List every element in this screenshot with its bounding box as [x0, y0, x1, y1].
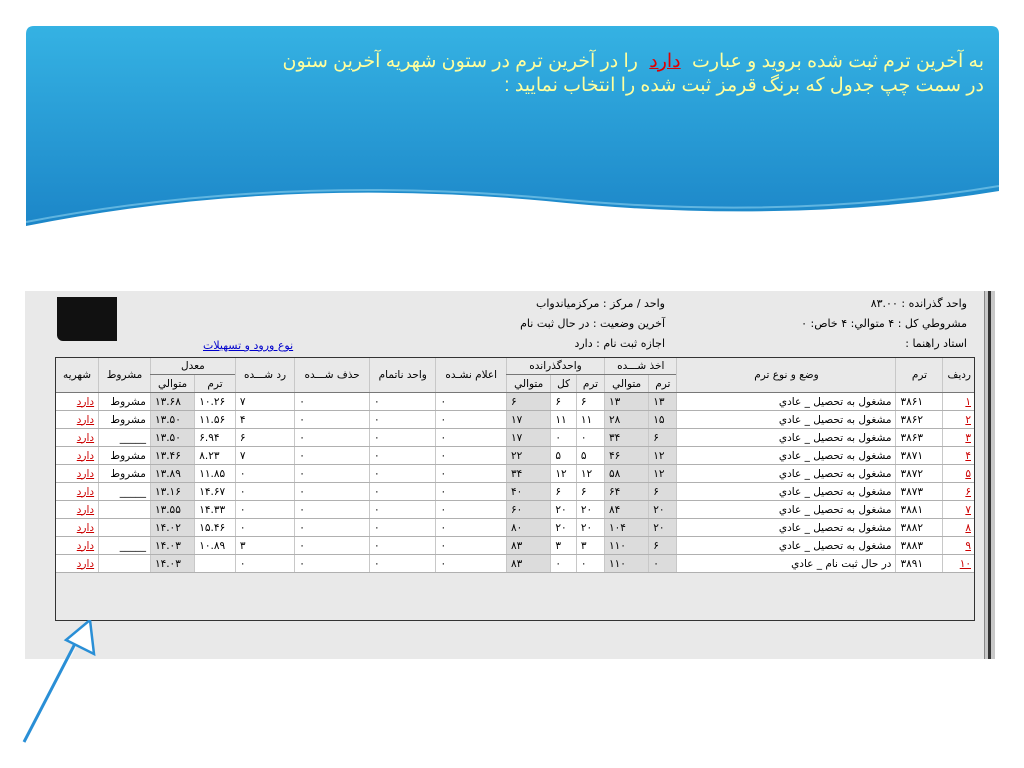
- cell-row-number[interactable]: ۹: [943, 537, 975, 555]
- photo-placeholder: [57, 297, 117, 341]
- cell-term-status: مشغول به تحصيل _ عادي: [677, 537, 896, 555]
- instruction-line-2: در سمت چپ جدول که برنگ قرمز ثبت شده را انتخاب نمایید :: [504, 75, 984, 96]
- cell-passed-term: ۱۲: [576, 465, 604, 483]
- cell-passed-total: ۰: [551, 555, 577, 573]
- instruction-part-1: به آخرین ترم ثبت شده بروید و عبارت: [691, 51, 984, 72]
- cell-passed-term: ۰: [576, 555, 604, 573]
- cell-taken-cumulative: ۳۴: [605, 429, 649, 447]
- cell-taken-cumulative: ۲۸: [605, 411, 649, 429]
- cell-incomplete: ۰: [370, 501, 436, 519]
- cell-taken-cumulative: ۶۴: [605, 483, 649, 501]
- cell-term-status: مشغول به تحصيل _ عادي: [677, 411, 896, 429]
- cell-taken-term: ۶: [649, 537, 677, 555]
- cell-incomplete: ۰: [370, 447, 436, 465]
- table-row: [56, 393, 976, 411]
- cell-term: ۳۸۸۳: [896, 537, 943, 555]
- col-gpa-term-header: ترم: [195, 375, 236, 393]
- cell-passed-total: ۳: [551, 537, 577, 555]
- cell-dropped: ۰: [295, 411, 370, 429]
- cell-dropped: ۰: [295, 429, 370, 447]
- cell-incomplete: ۰: [370, 537, 436, 555]
- cell-gpa-term: ۱۱.۸۵: [195, 465, 236, 483]
- cell-row-number[interactable]: ۱۰: [943, 555, 975, 573]
- cell-taken-cumulative: ۵۸: [605, 465, 649, 483]
- cell-passed-cumulative: ۱۷: [507, 411, 551, 429]
- cell-gpa-cumulative: ۱۳.۶۸: [150, 393, 194, 411]
- cell-passed-cumulative: ۳۴: [507, 465, 551, 483]
- cell-unannounced: ۰: [436, 465, 507, 483]
- cell-unannounced: ۰: [436, 411, 507, 429]
- table-row: [56, 483, 976, 501]
- col-passed-cum-header: متوالي: [507, 375, 551, 393]
- cell-passed-total: ۶: [551, 483, 577, 501]
- cell-gpa-cumulative: ۱۴.۰۳: [150, 555, 194, 573]
- group-passed-header: واحدگذرانده: [507, 357, 605, 375]
- cell-incomplete: ۰: [370, 483, 436, 501]
- cell-dropped: ۰: [295, 555, 370, 573]
- cell-taken-term: ۱۲: [649, 447, 677, 465]
- cell-tuition[interactable]: دارد: [56, 411, 99, 429]
- cell-gpa-term: ۱۵.۴۶: [195, 519, 236, 537]
- cell-term: ۳۸۶۱: [896, 393, 943, 411]
- cell-term: ۳۸۸۱: [896, 501, 943, 519]
- col-incomplete-header: واحد ناتمام: [370, 357, 436, 393]
- cell-passed-term: ۶: [576, 483, 604, 501]
- cell-passed-total: ۲۰: [551, 501, 577, 519]
- cell-dropped: ۰: [295, 537, 370, 555]
- cell-unannounced: ۰: [436, 519, 507, 537]
- cell-passed-term: ۲۰: [576, 501, 604, 519]
- cell-gpa-term: ۱۴.۳۳: [195, 501, 236, 519]
- cell-gpa-cumulative: ۱۳.۴۶: [150, 447, 194, 465]
- cell-failed: ۳: [235, 537, 294, 555]
- cell-probation: مشروط: [99, 447, 151, 465]
- table-row: [56, 501, 976, 519]
- cell-incomplete: ۰: [370, 465, 436, 483]
- terms-table: [55, 357, 975, 573]
- cell-term-status: مشغول به تحصيل _ عادي: [677, 483, 896, 501]
- cell-passed-term: ۵: [576, 447, 604, 465]
- col-taken-cum-header: متوالي: [605, 375, 649, 393]
- cell-gpa-cumulative: ۱۳.۸۹: [150, 465, 194, 483]
- cell-dropped: ۰: [295, 519, 370, 537]
- cell-gpa-term: ۱۱.۵۶: [195, 411, 236, 429]
- cell-gpa-cumulative: ۱۳.۵۰: [150, 411, 194, 429]
- cell-gpa-cumulative: ۱۳.۵۰: [150, 429, 194, 447]
- cell-unannounced: ۰: [436, 393, 507, 411]
- cell-taken-term: ۱۲: [649, 465, 677, 483]
- cell-term-status: مشغول به تحصيل _ عادي: [677, 429, 896, 447]
- cell-gpa-term: ۱۰.۲۶: [195, 393, 236, 411]
- cell-taken-cumulative: ۴۶: [605, 447, 649, 465]
- cell-failed: ۴: [235, 411, 294, 429]
- cell-row-number[interactable]: ۴: [943, 447, 975, 465]
- cell-tuition[interactable]: دارد: [56, 393, 99, 411]
- instruction-line-1: [84, 50, 984, 74]
- entry-type-link[interactable]: نوع ورود و تسهيلات: [203, 339, 294, 352]
- cell-taken-cumulative: ۱۳: [605, 393, 649, 411]
- cell-incomplete: ۰: [370, 411, 436, 429]
- cell-probation: _____: [99, 537, 151, 555]
- cell-probation: مشروط: [99, 393, 151, 411]
- cell-tuition[interactable]: دارد: [56, 537, 99, 555]
- cell-passed-term: ۱۱: [576, 411, 604, 429]
- cell-passed-total: ۱۲: [551, 465, 577, 483]
- last-status-label: آخرين وضعيت : در حال ثبت نام: [520, 317, 665, 330]
- cell-gpa-term: ۸.۲۳: [195, 447, 236, 465]
- cell-term: ۳۸۷۳: [896, 483, 943, 501]
- cell-term: ۳۸۹۱: [896, 555, 943, 573]
- cell-term-status: مشغول به تحصيل _ عادي: [677, 519, 896, 537]
- cell-taken-term: ۶: [649, 483, 677, 501]
- cell-passed-total: ۵: [551, 447, 577, 465]
- cell-passed-cumulative: ۸۳: [507, 537, 551, 555]
- cell-tuition[interactable]: دارد: [56, 555, 99, 573]
- cell-term: ۳۸۷۱: [896, 447, 943, 465]
- col-probation-header: مشروط: [99, 357, 151, 393]
- col-dropped-header: حذف شـــده: [295, 357, 370, 393]
- cell-taken-term: ۱۵: [649, 411, 677, 429]
- cell-dropped: ۰: [295, 483, 370, 501]
- table-row: [56, 465, 976, 483]
- cell-taken-cumulative: ۱۰۴: [605, 519, 649, 537]
- cell-taken-cumulative: ۱۱۰: [605, 555, 649, 573]
- cell-probation: [99, 501, 151, 519]
- cell-incomplete: ۰: [370, 393, 436, 411]
- cell-tuition[interactable]: دارد: [56, 447, 99, 465]
- cell-gpa-cumulative: ۱۳.۱۶: [150, 483, 194, 501]
- cell-gpa-cumulative: ۱۳.۵۵: [150, 501, 194, 519]
- cell-unannounced: ۰: [436, 483, 507, 501]
- cell-dropped: ۰: [295, 393, 370, 411]
- cell-incomplete: ۰: [370, 555, 436, 573]
- cell-unannounced: ۰: [436, 537, 507, 555]
- window-frame: [984, 291, 995, 659]
- cell-term-status: مشغول به تحصيل _ عادي: [677, 465, 896, 483]
- cell-passed-total: ۶: [551, 393, 577, 411]
- cell-dropped: ۰: [295, 501, 370, 519]
- cell-gpa-term: ۱۰.۸۹: [195, 537, 236, 555]
- cell-passed-cumulative: ۸۳: [507, 555, 551, 573]
- cell-passed-total: ۱۱: [551, 411, 577, 429]
- col-row-header: رديف: [943, 357, 975, 393]
- cell-taken-cumulative: ۸۴: [605, 501, 649, 519]
- col-taken-term-header: ترم: [649, 375, 677, 393]
- cell-term-status: مشغول به تحصيل _ عادي: [677, 447, 896, 465]
- cell-incomplete: ۰: [370, 429, 436, 447]
- student-record-screenshot: [25, 291, 995, 659]
- cell-tuition[interactable]: دارد: [56, 483, 99, 501]
- cell-passed-cumulative: ۱۷: [507, 429, 551, 447]
- table-row: [56, 519, 976, 537]
- cell-failed: ۰: [235, 555, 294, 573]
- cell-tuition[interactable]: دارد: [56, 429, 99, 447]
- table-row: [56, 537, 976, 555]
- cell-failed: ۷: [235, 447, 294, 465]
- cell-tuition[interactable]: دارد: [56, 465, 99, 483]
- cell-term: ۳۸۷۲: [896, 465, 943, 483]
- col-failed-header: رد شـــده: [235, 357, 294, 393]
- cell-unannounced: ۰: [436, 429, 507, 447]
- cell-unannounced: ۰: [436, 501, 507, 519]
- cell-passed-total: ۰: [551, 429, 577, 447]
- table-row: [56, 429, 976, 447]
- cell-row-number[interactable]: ۸: [943, 519, 975, 537]
- cell-gpa-cumulative: ۱۴.۰۳: [150, 537, 194, 555]
- cell-probation: _____: [99, 429, 151, 447]
- cell-gpa-cumulative: ۱۴.۰۲: [150, 519, 194, 537]
- cell-gpa-term: ۱۴.۶۷: [195, 483, 236, 501]
- cell-term-status: در حال ثبت نام _ عادي: [677, 555, 896, 573]
- cell-passed-cumulative: ۶۰: [507, 501, 551, 519]
- cell-term: ۳۸۶۲: [896, 411, 943, 429]
- cell-failed: ۰: [235, 519, 294, 537]
- unit-center-label: واحد / مركز : مركزمياندواب: [536, 297, 665, 310]
- cell-probation: _____: [99, 483, 151, 501]
- col-term-header: ترم: [896, 357, 943, 393]
- advisor-label: استاد راهنما :: [905, 337, 967, 350]
- col-passed-term-header: ترم: [576, 375, 604, 393]
- cell-tuition[interactable]: دارد: [56, 519, 99, 537]
- col-unannounced-header: اعلام نشـده: [436, 357, 507, 393]
- cell-gpa-term: [195, 555, 236, 573]
- probation-label: مشروطي كل : ۴ متوالي: ۴ خاص: ۰: [801, 317, 967, 330]
- cell-passed-cumulative: ۴۰: [507, 483, 551, 501]
- cell-dropped: ۰: [295, 447, 370, 465]
- cell-failed: ۰: [235, 483, 294, 501]
- terms-table-body: [56, 393, 976, 573]
- cell-unannounced: ۰: [436, 555, 507, 573]
- instruction-part-2: را در آخرین ترم در ستون شهریه آخرین ستون: [282, 51, 638, 72]
- cell-passed-cumulative: ۸۰: [507, 519, 551, 537]
- cell-passed-term: ۰: [576, 429, 604, 447]
- cell-row-number[interactable]: ۷: [943, 501, 975, 519]
- instruction-highlight: دارد: [649, 51, 681, 72]
- cell-row-number[interactable]: ۱: [943, 393, 975, 411]
- cell-probation: مشروط: [99, 411, 151, 429]
- cell-row-number[interactable]: ۶: [943, 483, 975, 501]
- registration-permit-label: اجازه ثبت نام : دارد: [574, 337, 665, 350]
- cell-probation: [99, 519, 151, 537]
- cell-probation: مشروط: [99, 465, 151, 483]
- table-row: [56, 447, 976, 465]
- cell-dropped: ۰: [295, 465, 370, 483]
- table-row: [56, 411, 976, 429]
- group-taken-header: اخذ شـــده: [605, 357, 677, 375]
- cell-row-number[interactable]: ۲: [943, 411, 975, 429]
- cell-taken-term: ۲۰: [649, 501, 677, 519]
- cell-term-status: مشغول به تحصيل _ عادي: [677, 501, 896, 519]
- cell-taken-term: ۶: [649, 429, 677, 447]
- table-row: [56, 555, 976, 573]
- cell-failed: ۶: [235, 429, 294, 447]
- cell-failed: ۰: [235, 465, 294, 483]
- col-status-header: وضع و نوع ترم: [677, 357, 896, 393]
- cell-taken-term: ۲۰: [649, 519, 677, 537]
- group-gpa-header: معدل: [150, 357, 235, 375]
- cell-term-status: مشغول به تحصيل _ عادي: [677, 393, 896, 411]
- cell-incomplete: ۰: [370, 519, 436, 537]
- col-passed-total-header: كل: [551, 375, 577, 393]
- cell-taken-term: ۱۳: [649, 393, 677, 411]
- cell-passed-total: ۲۰: [551, 519, 577, 537]
- cell-passed-term: ۲۰: [576, 519, 604, 537]
- cell-failed: ۰: [235, 501, 294, 519]
- cell-passed-term: ۶: [576, 393, 604, 411]
- cell-taken-cumulative: ۱۱۰: [605, 537, 649, 555]
- cell-gpa-term: ۶.۹۴: [195, 429, 236, 447]
- cell-unannounced: ۰: [436, 447, 507, 465]
- cell-term: ۳۸۶۳: [896, 429, 943, 447]
- cell-passed-term: ۳: [576, 537, 604, 555]
- cell-term: ۳۸۸۲: [896, 519, 943, 537]
- cell-row-number[interactable]: ۳: [943, 429, 975, 447]
- col-tuition-header: شهريه: [56, 357, 99, 393]
- units-passed-label: واحد گذرانده : ۸۳.۰۰: [870, 297, 967, 310]
- instruction-text: [84, 50, 984, 98]
- cell-probation: [99, 555, 151, 573]
- cell-tuition[interactable]: دارد: [56, 501, 99, 519]
- cell-taken-term: ۰: [649, 555, 677, 573]
- pointer-arrow-icon: [18, 620, 108, 750]
- cell-passed-cumulative: ۲۲: [507, 447, 551, 465]
- col-gpa-cum-header: متوالي: [150, 375, 194, 393]
- cell-row-number[interactable]: ۵: [943, 465, 975, 483]
- cell-failed: ۷: [235, 393, 294, 411]
- cell-passed-cumulative: ۶: [507, 393, 551, 411]
